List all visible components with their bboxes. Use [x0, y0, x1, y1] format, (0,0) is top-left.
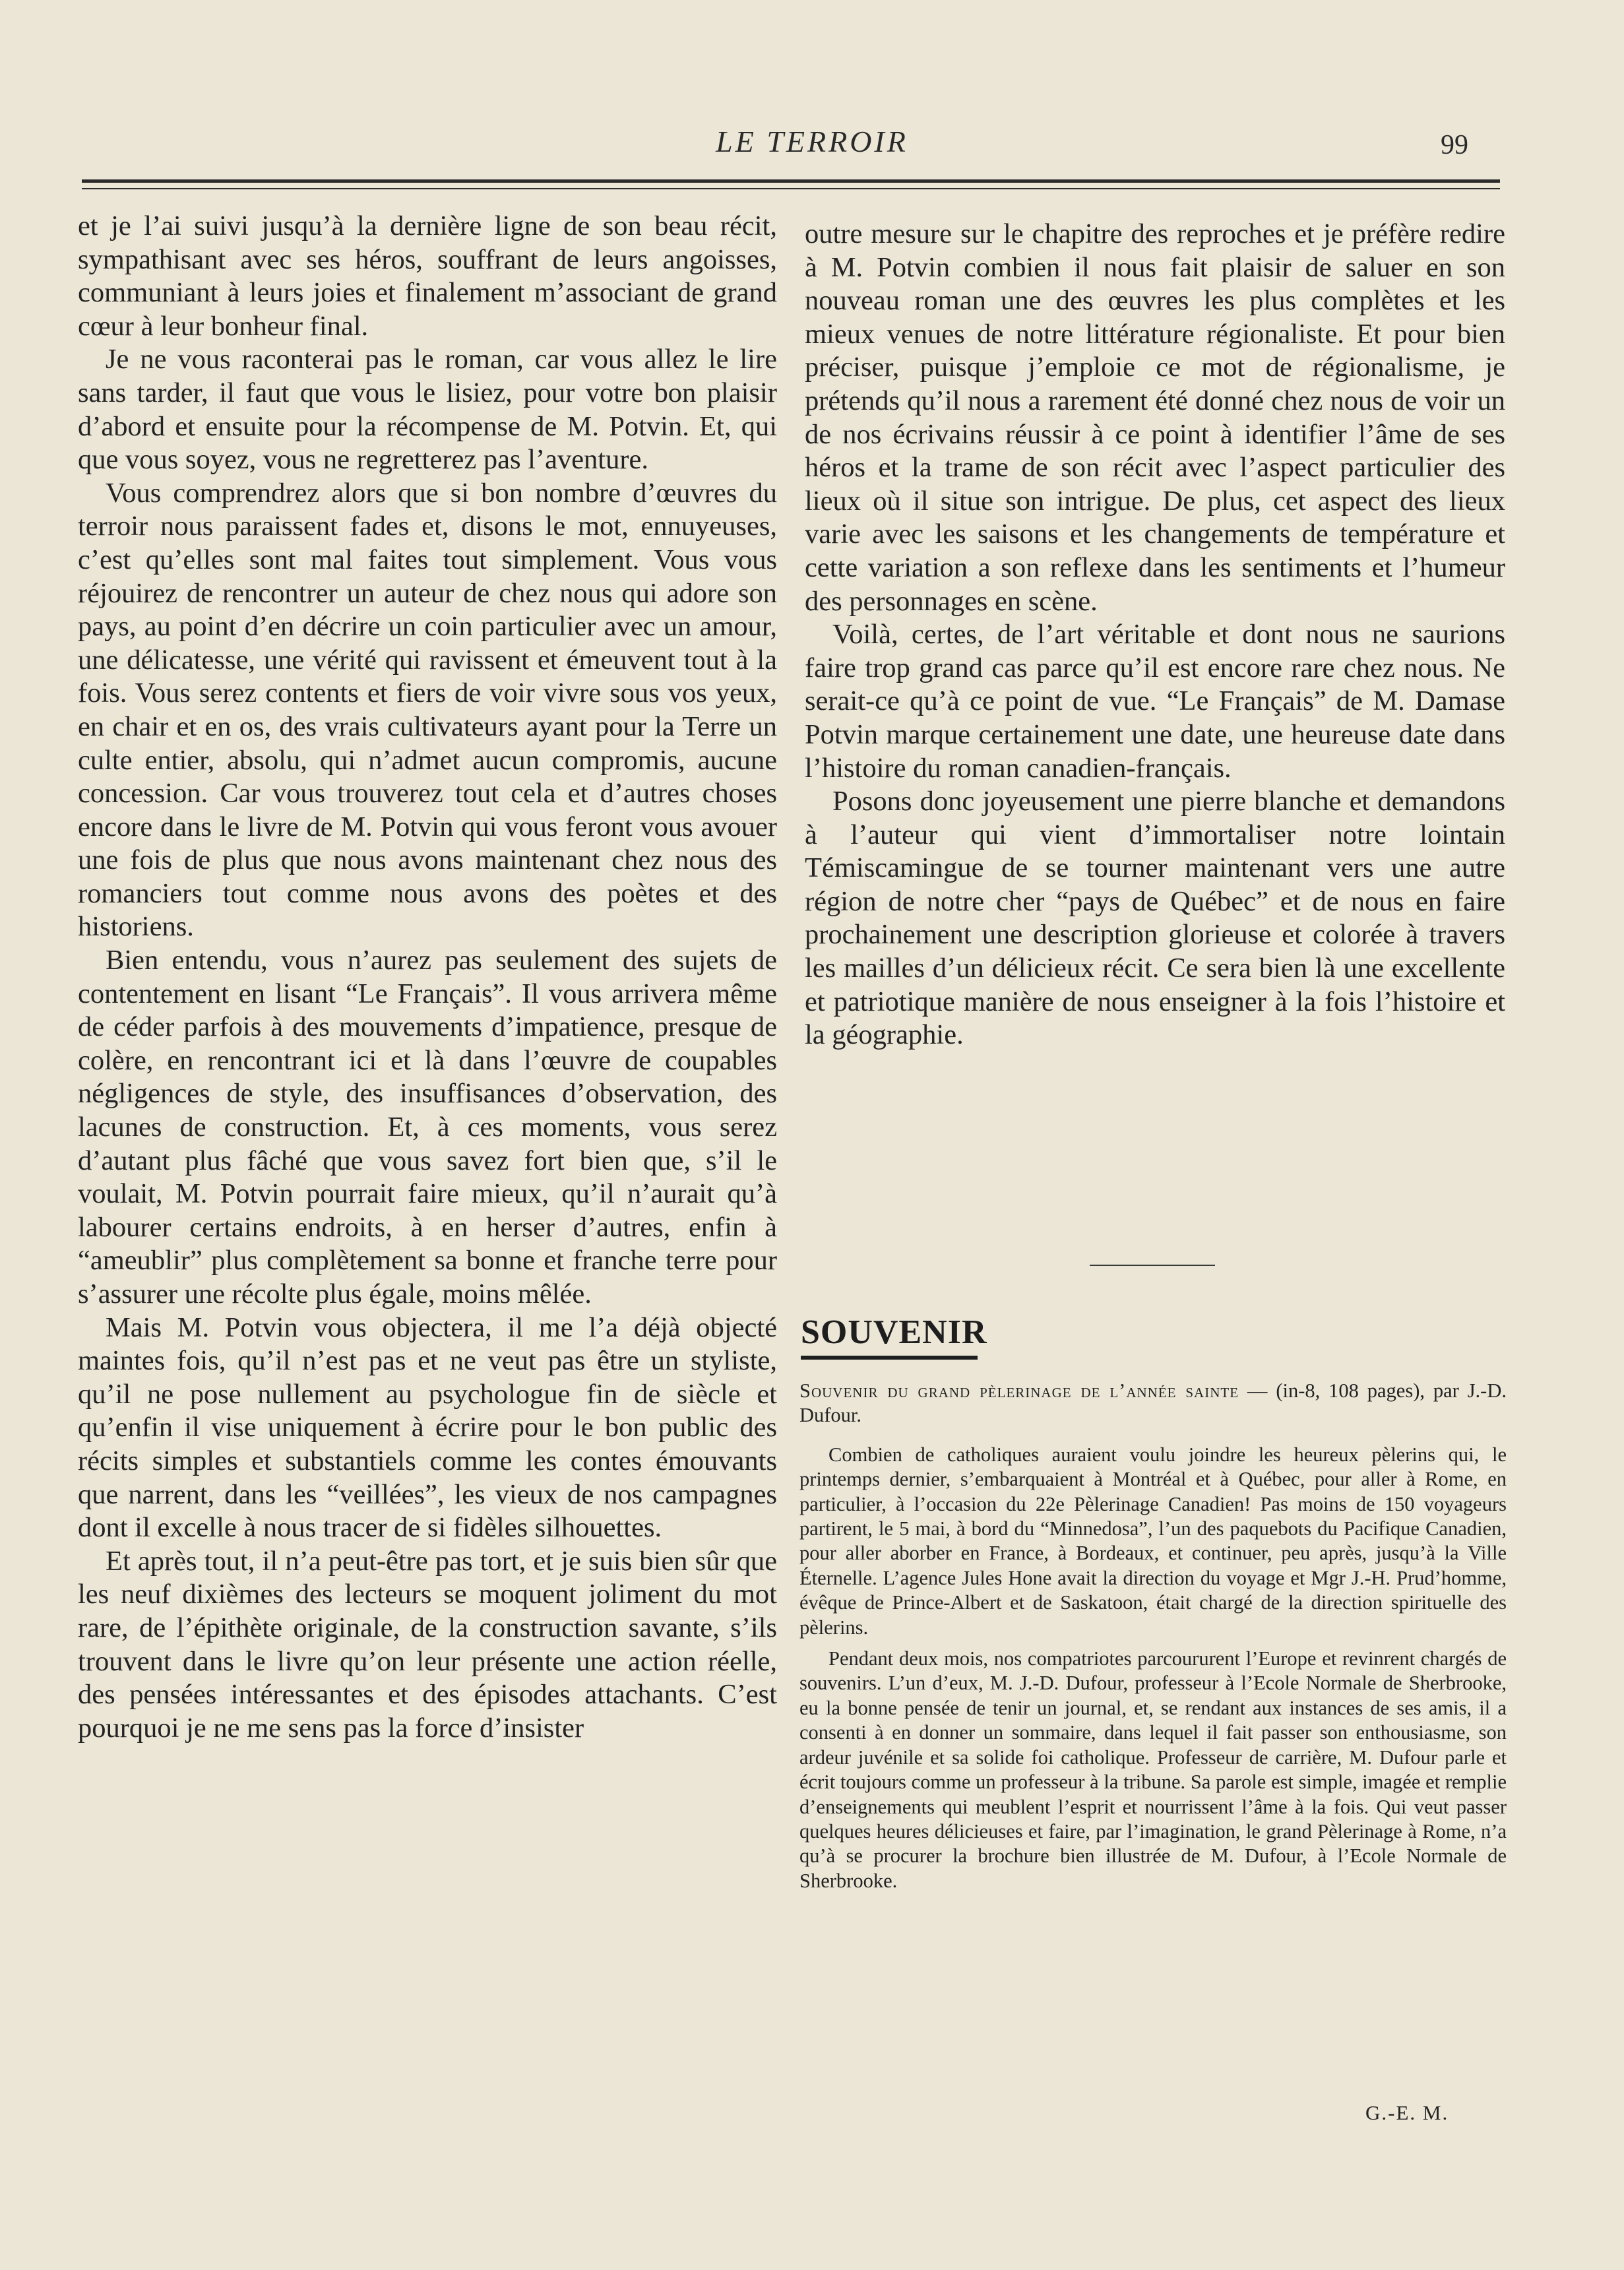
- running-title: LE TERROIR: [716, 125, 908, 158]
- review-heading-details: — (in-8, 108 pages), par J.-D. Dufour.: [799, 1379, 1507, 1427]
- review-paragraph: Combien de catholiques auraient voulu joindre les heureux pèlerins qui, le printemps dernier, s’embarquaient à Montréal et à Québec, pour aller à Rome, en particulier, à l’occasion du 22e Pèlerinage Canadien! Pas moins de 150 voyageurs partirent, le 5 mai, à bord du “Minnedosa”, l’un des paquebots du Pacifique Canadien, pour aller aborber en France, à Bordeaux, et continuer, peu après, jusqu’à la Ville Éternelle. L’agence Jules Hone avait la direction du voyage et Mgr J.-H. Prud’homme, évêque de Prince-Albert et de Saskatoon, était chargé de la direction spirituelle des pèlerins.: [799, 1443, 1507, 1639]
- review-heading: [799, 1379, 1507, 1428]
- left-paragraph: Mais M. Potvin vous objectera, il me l’a déjà objecté maintes fois, qu’il n’est pas et ne veut pas être un styliste, qu’il ne pose nullement au psychologue fin de siècle et qu’enfin il vise uniquement à écrire pour le bon public des récits simples et substantiels comme les contes émouvants que narrent, dans les “veillées”, les vieux de nos campagnes dont il excelle à nous tracer de si fidèles silhouettes.: [78, 1311, 777, 1544]
- souvenir-review: [799, 1379, 1507, 1900]
- right-paragraph: outre mesure sur le chapitre des reproches et je préfère redire à M. Potvin combien il nous fait plaisir de saluer en son nouveau roman une des œuvres les plus complètes et les mieux venues de notre littérature régionaliste. Et pour bien préciser, puisque j’emploie ce mot de régionalisme, je prétends qu’il nous a rarement été donné chez nous de voir un de nos écrivains réussir à ce point à identifier l’âme de ses héros et la trame de son récit avec l’aspect particulier des lieux où il situe son intrigue. De plus, cet aspect des lieux varie avec les saisons et les changements de température et cette variation a son reflexe dans les sentiments et l’humeur des personnages en scène.: [805, 218, 1505, 617]
- header-rule-thick: [82, 179, 1500, 183]
- left-paragraph: Bien entendu, vous n’aurez pas seulement des sujets de contentement en lisant “Le Français”. Il vous arrivera même de céder parfois à des mouvements d’impatience, presque de colère, en rencontrant ici et là dans l’œuvre de coupables négligences de style, des insuffisances d’observation, des lacunes de construction. Et, à ces moments, vous serez d’autant plus fâché que vous savez fort bien que, s’il le voulait, M. Potvin pourrait faire mieux, qu’il n’aurait qu’à labourer certains endroits, à en herser d’autres, enfin à “ameublir” plus complètement sa bonne et franche terre pour s’assurer une récolte plus égale, moins mêlée.: [78, 945, 777, 1309]
- souvenir-title-underline: [801, 1356, 978, 1360]
- section-separator: [1090, 1265, 1215, 1266]
- left-paragraph: Vous comprendrez alors que si bon nombre d’œuvres du terroir nous paraissent fades et, disons le mot, ennuyeuses, c’est qu’elles sont mal faites tout simplement. Vous vous réjouirez de rencontrer un auteur de chez nous qui adore son pays, au point d’en décrire un coin particulier avec un amour, une délicatesse, une vérité qui ravissent et émeuvent tout à la fois. Vous serez contents et fiers de voir vivre sous vos yeux, en chair et en os, des vrais cultivateurs ayant pour la Terre un culte entier, absolu, qui n’admet aucun compromis, aucune concession. Car vous trouverez tout cela et d’autres choses encore dans le livre de M. Potvin qui vous feront vous avouer une fois de plus que nous avons maintenant chez nous des romanciers tout comme nous avons des poètes et des historiens.: [78, 477, 777, 943]
- left-paragraph: et je l’ai suivi jusqu’à la dernière ligne de son beau récit, sympathisant avec ses héros, souffrant de leurs angoisses, communiant à leurs joies et finalement m’associant de grand cœur à leur bonheur final.: [78, 210, 777, 342]
- left-paragraph: Et après tout, il n’a peut-être pas tort, et je suis bien sûr que les neuf dixièmes des lecteurs se moquent joliment du mot rare, de l’épithète originale, de la construction savante, s’ils trouvent dans le livre qu’on leur présente une action réelle, des pensées intéressantes et des épisodes attachants. C’est pourquoi je ne me sens pas la force d’insister: [78, 1545, 777, 1744]
- right-paragraph: Voilà, certes, de l’art véritable et dont nous ne saurions faire trop grand cas parce qu’il est encore rare chez nous. Ne serait-ce qu’à ce point de vue. “Le Français” de M. Damase Potvin marque certainement une date, une heureuse date dans l’histoire du roman canadien-français.: [805, 619, 1505, 784]
- souvenir-title: SOUVENIR: [801, 1313, 987, 1351]
- page-number: 99: [1441, 130, 1468, 160]
- left-paragraph: Je ne vous raconterai pas le roman, car vous allez le lire sans tarder, il faut que vous le lisiez, pour votre bon plaisir d’abord et ensuite pour la récompense de M. Potvin. Et, qui que vous soyez, vous ne regretterez pas l’aventure.: [78, 344, 777, 476]
- review-signature: G.-E. M.: [1365, 2101, 1449, 2124]
- review-paragraph: Pendant deux mois, nos compatriotes parcoururent l’Europe et revinrent chargés de souvenirs. L’un d’eux, M. J.-D. Dufour, professeur à l’Ecole Normale de Sherbrooke, eu la bonne pensée de tenir un journal, et, se rendant aux instances de ses amis, il a consenti à en donner un sommaire, dans lequel il fait passer son enthousiasme, son ardeur juvénile et sa solide foi catholique. Professeur de carrière, M. Dufour parle et écrit toujours comme un professeur à la tribune. Sa parole est simple, imagée et remplie d’enseignements qui meublent l’esprit et nourrissent l’âme à la fois. Qui veut passer quelques heures délicieuses et faire, par l’imagination, le grand Pèlerinage à Rome, n’a qu’à se procurer la brochure bien illustrée de M. Dufour, à l’Ecole Normale de Sherbrooke.: [799, 1647, 1507, 1892]
- right-paragraph: Posons donc joyeusement une pierre blanche et demandons à l’auteur qui vient d’immortaliser notre lointain Témiscamingue de se tourner maintenant vers une autre région de notre cher “pays de Québec” et de nous en faire prochainement une description glorieuse et colorée à travers les mailles d’un délicieux récit. Ce sera bien là une excellente et patriotique manière de nous enseigner à la fois l’histoire et la géographie.: [805, 786, 1505, 1051]
- header-rule-thin: [82, 188, 1500, 189]
- review-heading-title: Souvenir du grand pèlerinage de l’année sainte: [799, 1379, 1239, 1402]
- right-column: [805, 218, 1505, 1052]
- left-column: [78, 210, 777, 1745]
